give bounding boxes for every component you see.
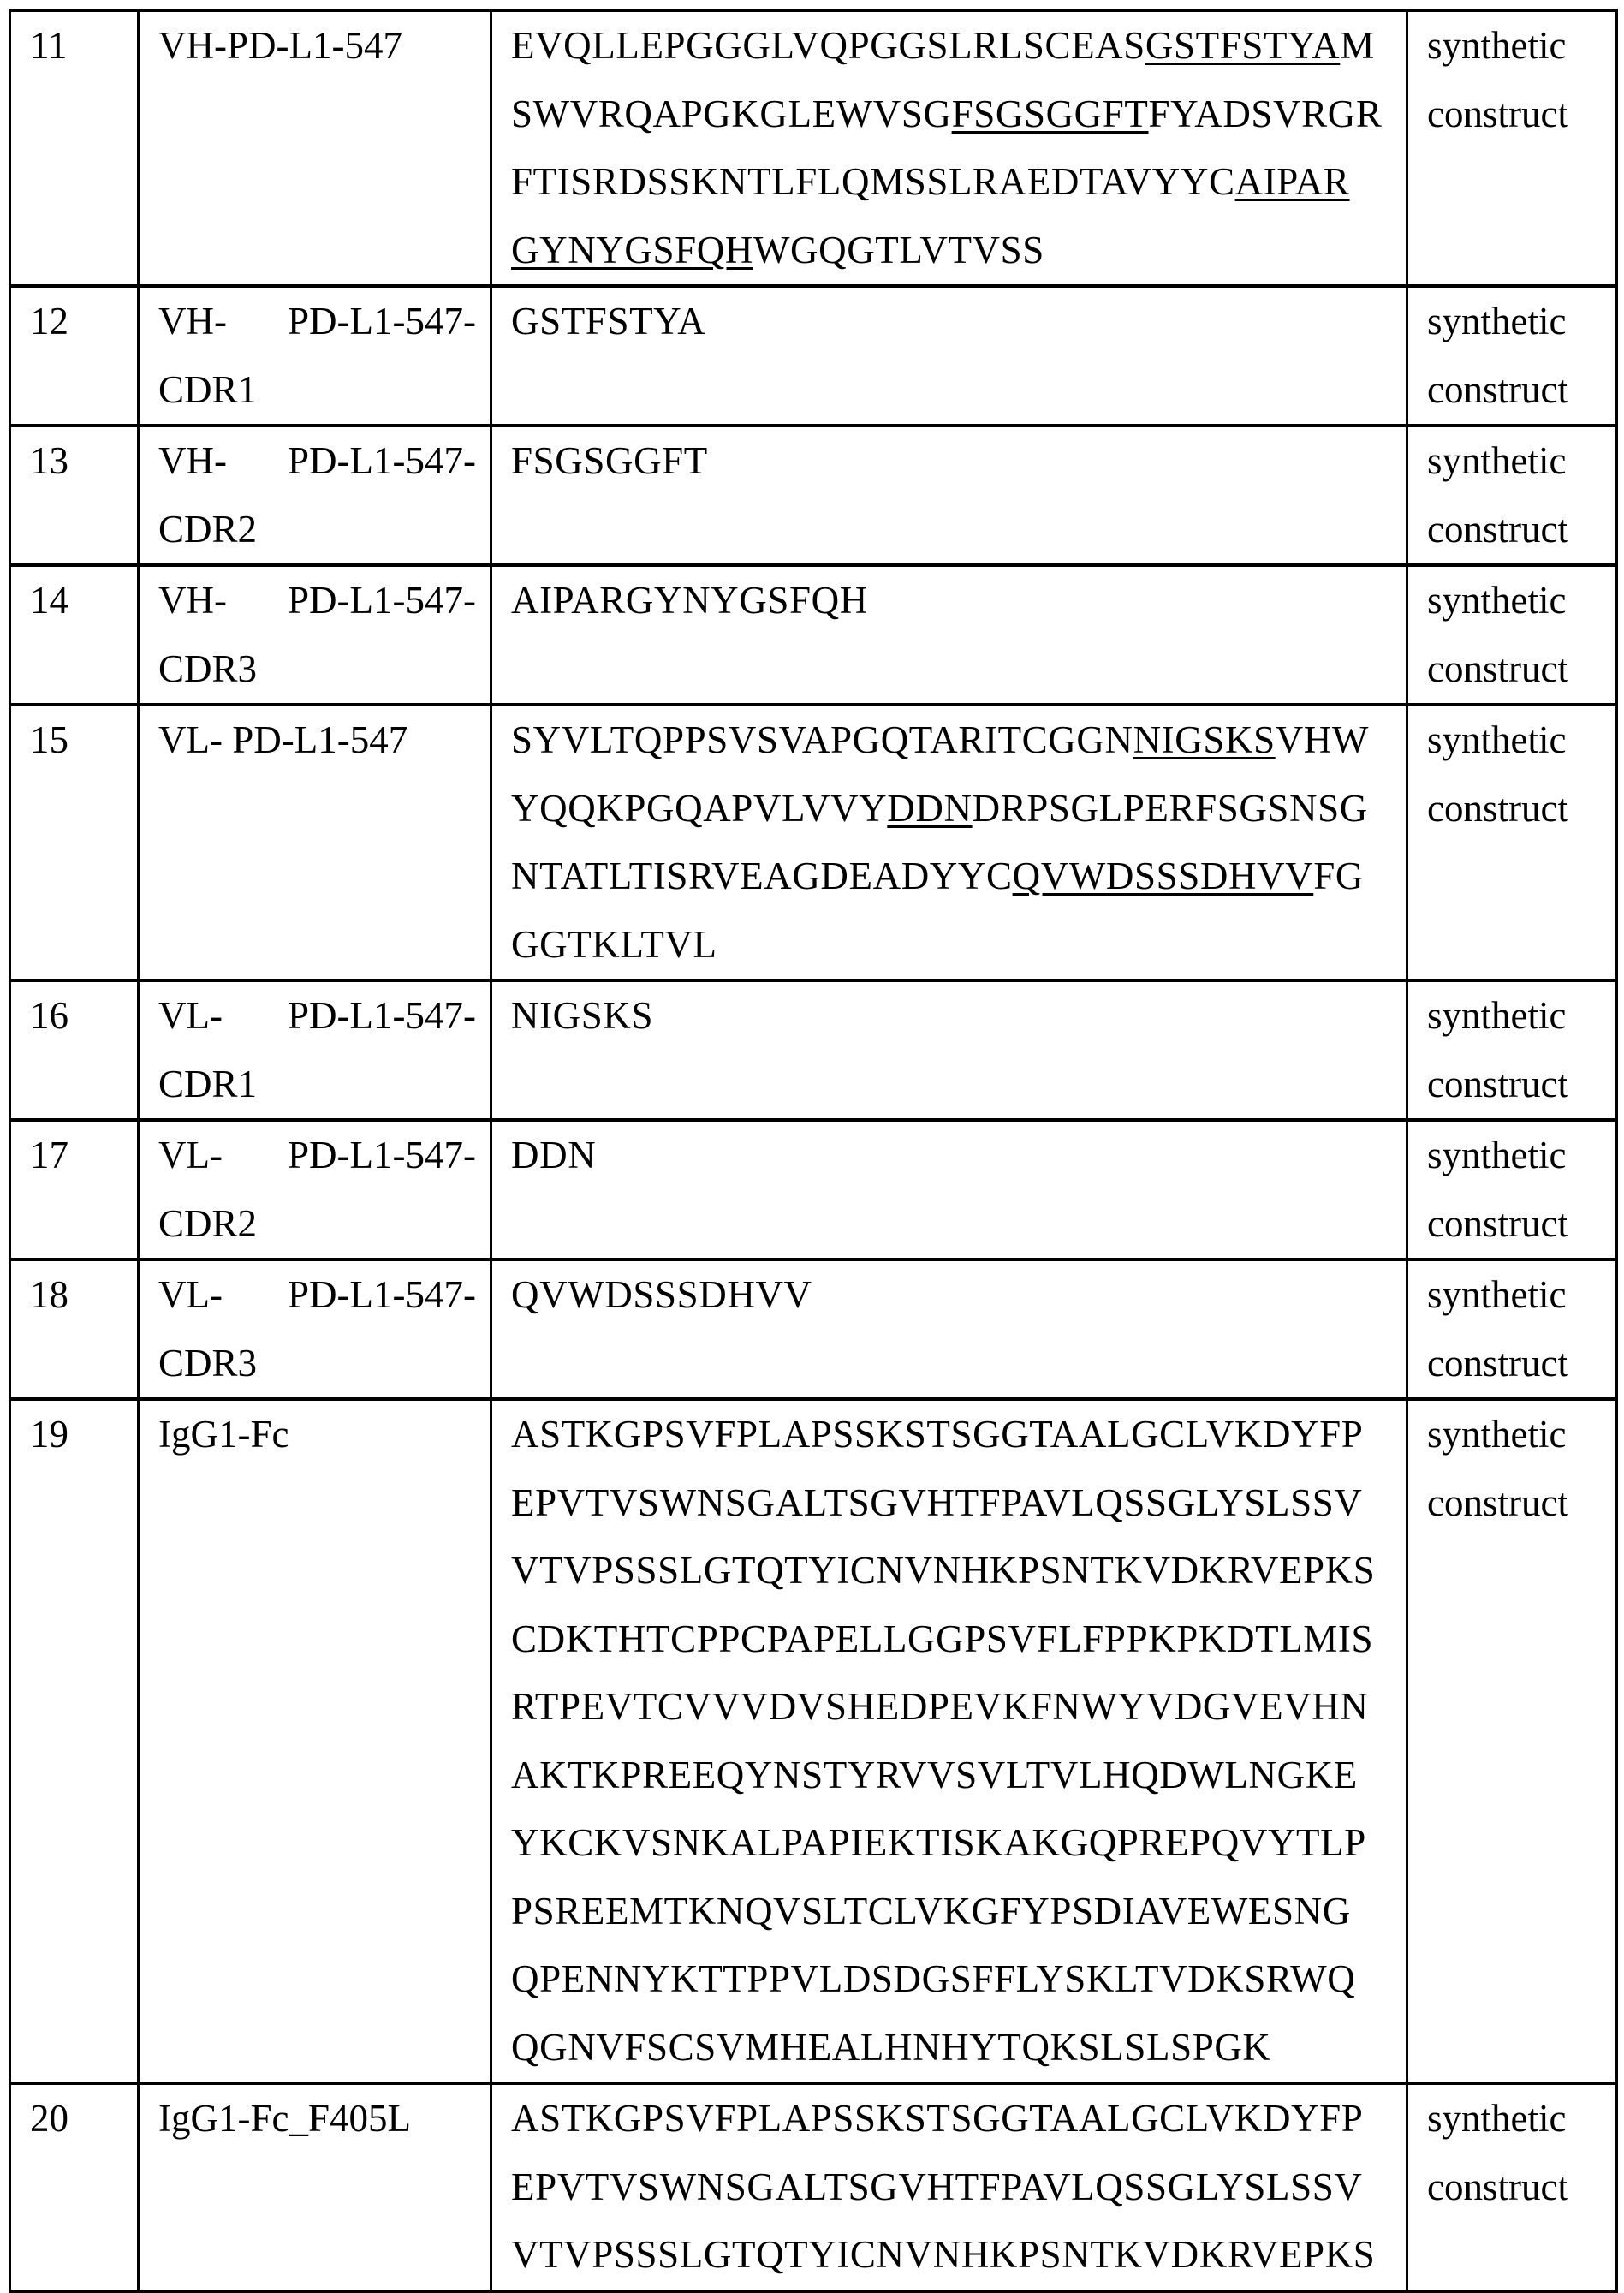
sequence-cell [491,980,1407,1120]
sequence-text: FYADSVRGR [1148,92,1383,135]
seq-name-line [158,2085,476,2153]
sequence-cell [491,2083,1407,2291]
sequence-cell [491,286,1407,426]
seq-name-line [158,1401,476,1469]
seq-name-cell [139,980,491,1120]
sequence-line [511,706,1406,775]
sequence-line [511,217,1406,285]
sequence-text: AIPARGYNYGSFQH [511,579,868,622]
sequence-text: YQQKPGQAPVLVVY [511,786,888,830]
cdr-underlined-text: DDN [887,786,973,830]
sequence-text: WGQGTLVTVSS [753,228,1044,271]
table-row [10,2083,1617,2291]
sequence-text: YKCKVSNKALPAPIEKTISKAKGQPREPQVYTLP [511,1821,1366,1864]
organism-text: synthetic [1427,439,1567,482]
seq-name-cell [139,426,491,565]
seq-name-part: VH- [158,579,227,622]
sequence-cell [491,10,1407,286]
seq-id: 12 [30,300,68,342]
sequence-line [511,1469,1406,1538]
seq-name-line [158,1330,476,1398]
seq-name-part: CDR1 [158,1062,258,1105]
table-row [10,1260,1617,1399]
organism-cell [1407,1399,1617,2083]
table-row [10,1120,1617,1260]
seq-id-cell [10,1399,139,2083]
seq-id: 16 [30,994,68,1037]
seq-name-part: VH- [158,300,227,342]
sequence-text: PSREEMTKNQVSLTCLVKGFYPSDIAVEWESNG [511,1889,1351,1933]
cdr-underlined-text: GYNYGSFQH [511,228,753,271]
organism-text: synthetic [1427,1273,1567,1316]
sequence-line [511,2153,1406,2222]
sequence-line [511,12,1406,80]
organism-cell [1407,1260,1617,1399]
sequence-text: M [1340,24,1375,67]
seq-name-part: CDR2 [158,507,258,551]
seq-name-line [158,706,476,775]
seq-name-cell [139,705,491,980]
sequence-text: QPENNYKTTPPVLDSDGSFFLYSKLTVDKSRWQ [511,1957,1356,2000]
organism-text: construct [1427,646,1568,690]
organism-text: synthetic [1427,1413,1567,1456]
seq-name-cell [139,2083,491,2291]
sequence-text: EVQLLEPGGGLVQPGGSLRLSCEAS [511,24,1145,67]
organism-text: construct [1427,1341,1568,1385]
table-row [10,426,1617,565]
sequence-line [511,567,1406,635]
sequence-text: GGTKLTVL [511,922,717,966]
seq-id-cell [10,1120,139,1260]
seq-name-part: PD-L1-547- [288,579,476,622]
seq-name-cell [139,286,491,426]
seq-name-part: PD-L1-547- [288,1273,476,1316]
sequence-line [511,1945,1406,2014]
seq-id-cell [10,565,139,705]
table-row [10,1399,1617,2083]
seq-name-part: CDR3 [158,646,258,690]
sequence-text: VTVPSSSLGTQTYICNVNHKPSNTKVDKRVEPKS [511,1549,1376,1592]
sequence-line [511,1261,1406,1330]
sequence-text: DRPSGLPERFSGSNSG [972,786,1368,830]
sequence-line [511,288,1406,356]
seq-name-part: CDR2 [158,1201,258,1245]
seq-name-part: VL- [158,1134,223,1176]
seq-name-line [158,635,476,704]
seq-name-part: VH- [158,439,227,482]
sequence-cell [491,1260,1407,1399]
table-row [10,10,1617,286]
organism-text: construct [1427,2165,1568,2208]
organism-text: synthetic [1427,579,1567,622]
sequence-line [511,1673,1406,1742]
sequence-text: SYVLTQPPSVSVAPGQTARITCGGN [511,718,1133,761]
organism-text: construct [1427,1201,1568,1245]
seq-name-part: VL- PD-L1-547 [158,718,408,761]
organism-text: synthetic [1427,300,1567,342]
seq-id-cell [10,2083,139,2291]
sequence-line [511,2014,1406,2082]
sequence-cell [491,1399,1407,2083]
seq-name-line [158,356,476,425]
seq-name-part: IgG1-Fc_F405L [158,2097,411,2140]
seq-id: 19 [30,1413,68,1456]
seq-name-line [158,288,476,356]
cdr-underlined-text: FSGSGGFT [951,92,1149,135]
sequence-text: DDN [511,1134,597,1176]
seq-id-cell [10,286,139,426]
sequence-line [511,843,1406,911]
sequence-text: EPVTVSWNSGALTSGVHTFPAVLQSSGLYSLSSV [511,2165,1363,2208]
organism-cell [1407,980,1617,1120]
sequence-line [511,982,1406,1051]
table-row [10,980,1617,1120]
organism-text: synthetic [1427,718,1567,761]
organism-text: construct [1427,1062,1568,1105]
sequence-text: NIGSKS [511,994,654,1037]
seq-name-line [158,427,476,496]
seq-name-cell [139,1260,491,1399]
table-row [10,286,1617,426]
organism-cell [1407,565,1617,705]
sequence-text: NTATLTISRVEAGDEADYYC [511,855,1013,897]
sequence-line [511,148,1406,217]
table-row [10,705,1617,980]
sequence-line [511,911,1406,980]
seq-id-cell [10,426,139,565]
sequence-line [511,1401,1406,1469]
seq-name-cell [139,1120,491,1260]
organism-cell [1407,705,1617,980]
organism-cell [1407,10,1617,286]
sequence-line [511,1605,1406,1674]
seq-id-cell [10,980,139,1120]
organism-text: synthetic [1427,2097,1567,2140]
sequence-text: SWVRQAPGKGLEWVSG [511,92,952,135]
seq-name-cell [139,1399,491,2083]
seq-name-part: CDR3 [158,1341,258,1385]
sequence-line [511,775,1406,843]
sequence-line [511,1878,1406,1946]
organism-text: construct [1427,367,1568,411]
organism-text: construct [1427,92,1568,135]
sequence-line [511,2085,1406,2153]
sequence-line [511,1537,1406,1605]
organism-text: synthetic [1427,1134,1567,1176]
seq-id: 18 [30,1273,68,1316]
seq-name-line [158,567,476,635]
sequence-line [511,2221,1406,2290]
sequence-line [511,80,1406,149]
sequence-text: ASTKGPSVFPLAPSSKSTSGGTAALGCLVKDYFP [511,1413,1364,1456]
organism-text: synthetic [1427,24,1567,67]
sequence-text: CDKTHTCPPCPAPELLGGPSVFLFPPKPKDTLMIS [511,1617,1374,1660]
seq-name-line [158,1190,476,1259]
sequence-cell [491,1120,1407,1260]
sequence-line [511,1122,1406,1190]
seq-name-line [158,12,476,80]
sequence-text: AKTKPREEQYNSTYRVVSVLTVLHQDWLNGKE [511,1753,1358,1796]
sequence-text: VHW [1275,718,1369,761]
organism-cell [1407,1120,1617,1260]
sequence-line [511,427,1406,496]
sequence-text: GSTFSTYA [511,300,706,342]
sequence-text: VTVPSSSLGTQTYICNVNHKPSNTKVDKRVEPKS [511,2233,1376,2276]
organism-cell [1407,426,1617,565]
seq-name-line [158,982,476,1051]
sequence-text: ASTKGPSVFPLAPSSKSTSGGTAALGCLVKDYFP [511,2097,1364,2140]
sequence-cell [491,426,1407,565]
sequence-text: FSGSGGFT [511,439,708,482]
seq-name-part: PD-L1-547- [288,439,476,482]
sequence-listing-table [9,9,1618,2293]
sequence-text: RTPEVTCVVVDVSHEDPEVKFNWYVDGVEVHN [511,1685,1369,1728]
seq-name-part: IgG1-Fc [158,1413,289,1456]
seq-name-part: VL- [158,1273,223,1316]
organism-cell [1407,286,1617,426]
seq-name-part: PD-L1-547- [288,300,476,342]
seq-name-line [158,496,476,564]
seq-id: 15 [30,718,68,761]
seq-name-part: PD-L1-547- [288,1134,476,1176]
sequence-text: QGNVFSCSVMHEALHNHYTQKSLSLSPGK [511,2025,1271,2069]
organism-text: synthetic [1427,994,1567,1037]
sequence-line [511,1742,1406,1810]
table-body [10,10,1617,2291]
cdr-underlined-text: AIPAR [1234,160,1350,203]
seq-name-cell [139,10,491,286]
seq-id: 17 [30,1134,68,1176]
sequence-text: QVWDSSSDHVV [511,1273,812,1316]
table-row [10,565,1617,705]
seq-id-cell [10,1260,139,1399]
seq-id: 13 [30,439,68,482]
organism-cell [1407,2083,1617,2291]
seq-name-part: CDR1 [158,367,258,411]
organism-text: construct [1427,507,1568,551]
seq-id: 20 [30,2097,68,2140]
seq-id-cell [10,705,139,980]
sequence-text: FG [1313,855,1364,897]
cdr-underlined-text: GSTFSTYA [1145,24,1341,67]
seq-name-line [158,1261,476,1330]
sequence-cell [491,565,1407,705]
organism-text: construct [1427,1480,1568,1524]
seq-name-part: VL- [158,994,223,1037]
sequence-text: EPVTVSWNSGALTSGVHTFPAVLQSSGLYSLSSV [511,1480,1363,1524]
seq-name-part: VH-PD-L1-547 [158,24,402,67]
seq-id-cell [10,10,139,286]
sequence-line [511,1809,1406,1878]
seq-id: 14 [30,579,68,622]
cdr-underlined-text: NIGSKS [1133,718,1276,761]
seq-name-line [158,1122,476,1190]
cdr-underlined-text: QVWDSSSDHVV [1012,855,1314,897]
sequence-text: FTISRDSSKNTLFLQMSSLRAEDTAVYYC [511,160,1235,203]
seq-name-cell [139,565,491,705]
seq-name-part: PD-L1-547- [288,994,476,1037]
seq-id: 11 [30,24,68,67]
organism-text: construct [1427,786,1568,830]
seq-name-line [158,1051,476,1119]
sequence-cell [491,705,1407,980]
